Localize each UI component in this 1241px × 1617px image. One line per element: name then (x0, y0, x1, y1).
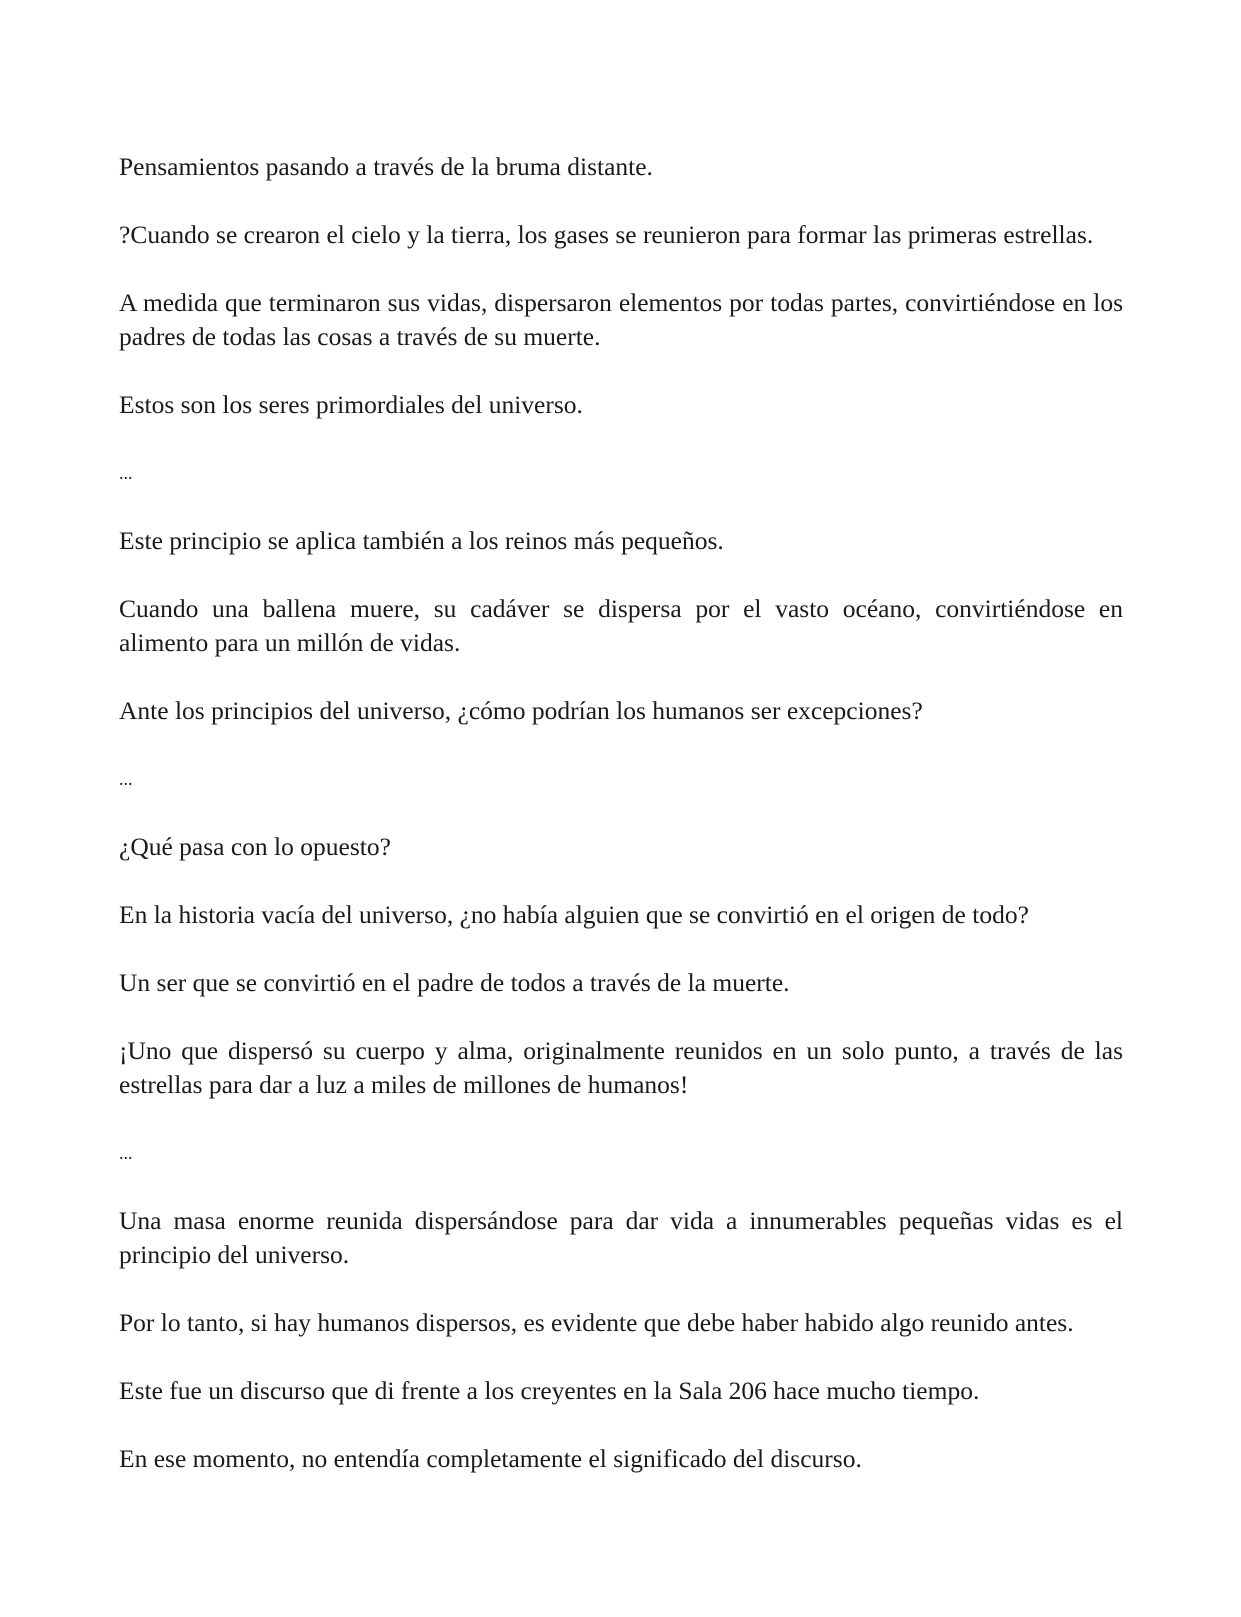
ellipsis-separator: ... (119, 1143, 133, 1163)
document-page (119, 150, 1123, 1510)
paragraph: Este principio se aplica también a los reinos más pequeños. (119, 526, 724, 555)
paragraph: Este fue un discurso que di frente a los creyentes en la Sala 206 hace mucho tiempo. (119, 1376, 980, 1405)
paragraph: Cuando una ballena muere, su cadáver se dispersa por el vasto océano, convirtiéndose en alimento para un millón de vidas. (119, 594, 1123, 657)
paragraph: En ese momento, no entendía completamente el significado del discurso. (119, 1444, 862, 1473)
paragraph: Por lo tanto, si hay humanos dispersos, es evidente que debe haber habido algo reunido antes. (119, 1308, 1074, 1337)
paragraph: A medida que terminaron sus vidas, dispersaron elementos por todas partes, convirtiéndose en los padres de todas las cosas a través de su muerte. (119, 288, 1123, 351)
paragraph: En la historia vacía del universo, ¿no había alguien que se convirtió en el origen de todo? (119, 900, 1029, 929)
ellipsis-separator: ... (119, 463, 133, 483)
paragraph: Pensamientos pasando a través de la bruma distante. (119, 152, 653, 181)
paragraph: Estos son los seres primordiales del universo. (119, 390, 583, 419)
paragraph: Una masa enorme reunida dispersándose para dar vida a innumerables pequeñas vidas es el principio del universo. (119, 1206, 1123, 1269)
paragraph: ?Cuando se crearon el cielo y la tierra, los gases se reunieron para formar las primeras estrellas. (119, 220, 1094, 249)
paragraph: ¿Qué pasa con lo opuesto? (119, 832, 391, 861)
paragraph: Un ser que se convirtió en el padre de todos a través de la muerte. (119, 968, 790, 997)
ellipsis-separator: ... (119, 769, 133, 789)
paragraph: ¡Uno que dispersó su cuerpo y alma, originalmente reunidos en un solo punto, a través de las estrellas para dar a luz a miles de millones de humanos! (119, 1036, 1123, 1099)
paragraph: Ante los principios del universo, ¿cómo podrían los humanos ser excepciones? (119, 696, 923, 725)
